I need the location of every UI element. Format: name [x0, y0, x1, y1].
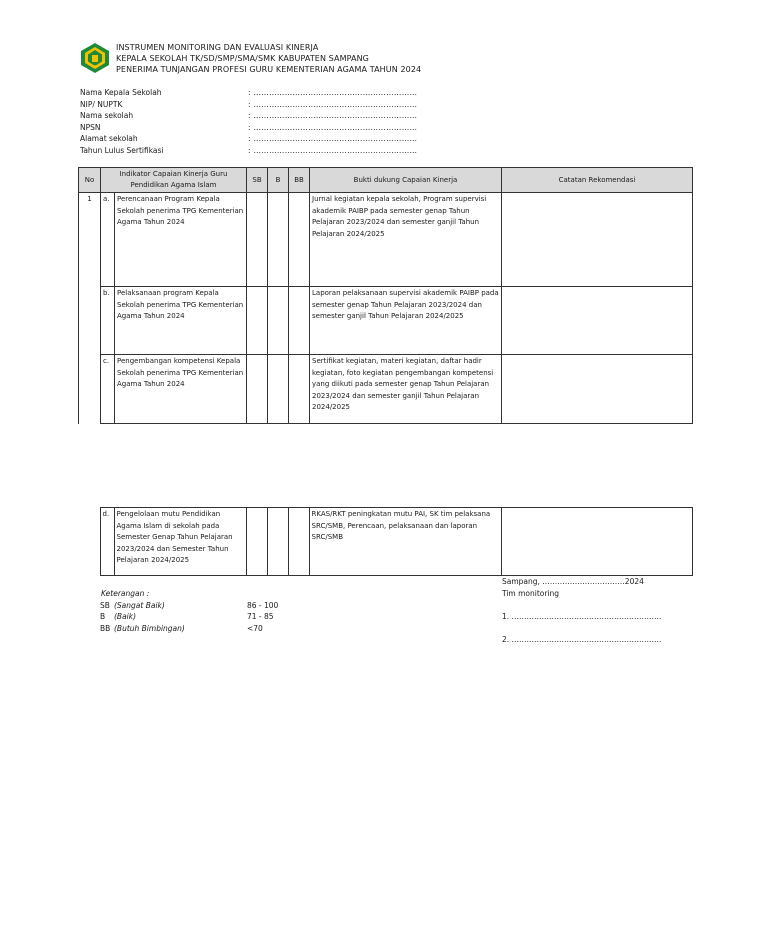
row-letter: c.: [101, 355, 115, 424]
table-row: [78, 508, 692, 576]
info-value-tahun-lulus: : ………………………………………………………: [248, 145, 418, 155]
info-label-sekolah: Nama sekolah: [80, 111, 134, 120]
header-bb: BB: [289, 168, 310, 193]
row-number: 1: [79, 193, 101, 424]
legend: [101, 588, 278, 634]
info-value-nip: : ………………………………………………………: [248, 99, 418, 109]
header-line-3: PENERIMA TUNJANGAN PROFESI GURU KEMENTERIAN AGAMA TAHUN 2024: [116, 65, 422, 74]
header-title: [116, 42, 421, 75]
evaluation-table: [78, 167, 693, 424]
header-no: No: [79, 168, 101, 193]
row-letter: d.: [100, 508, 114, 576]
score-b-cell[interactable]: [267, 508, 288, 576]
score-b-cell[interactable]: [268, 287, 289, 355]
indikator-cell: Pelaksanaan program Kepala Sekolah penerima TPG Kementerian Agama Tahun 2024: [115, 287, 247, 355]
info-label-nip: NIP/ NUPTK: [80, 99, 123, 109]
score-b-cell[interactable]: [268, 355, 289, 424]
bukti-cell: RKAS/RKT peningkatan mutu PAI, SK tim pelaksana SRC/SMB, Perencaan, pelaksanaan dan laporan SRC/SMB: [309, 508, 501, 576]
catatan-cell[interactable]: [502, 193, 693, 287]
header-bukti: Bukti dukung Capaian Kinerja: [310, 168, 502, 193]
score-sb-cell[interactable]: [246, 508, 267, 576]
legend-range: 86 - 100: [247, 600, 279, 610]
bukti-cell: Laporan pelaksanaan supervisi akademik PAIBP pada semester genap Tahun Pelajaran 2023/2024 dan semester ganjil Tahun Pelajaran 2024/2025: [310, 287, 502, 355]
legend-title: Keterangan :: [101, 589, 150, 598]
row-letter: a.: [101, 193, 115, 287]
signature-team: Tim monitoring: [502, 588, 560, 598]
legend-range: <70: [247, 623, 263, 633]
header-sb: SB: [247, 168, 268, 193]
score-bb-cell[interactable]: [288, 508, 309, 576]
school-info: [80, 87, 417, 156]
legend-code: BB: [100, 623, 111, 633]
info-value-npsn: : ………………………………………………………: [248, 122, 418, 132]
catatan-cell[interactable]: [502, 355, 693, 424]
info-label-kepala: Nama Kepala Sekolah: [80, 88, 162, 97]
evaluation-table-continued: [78, 507, 693, 576]
row-number-empty: [78, 508, 100, 576]
indikator-cell: Pengelolaan mutu Pendidikan Agama Islam di sekolah pada Semester Genap Tahun Pelajaran 2023/2024 dan Semester Tahun Pelajaran 2024/2025: [114, 508, 246, 576]
score-bb-cell[interactable]: [289, 287, 310, 355]
score-bb-cell[interactable]: [289, 193, 310, 287]
indikator-cell: Perencanaan Program Kepala Sekolah penerima TPG Kementerian Agama Tahun 2024: [115, 193, 247, 287]
bukti-cell: Jurnal kegiatan kepala sekolah, Program supervisi akademik PAIBP pada semester genap Tahun Pelajaran 2023/2024 dan semester ganjil Tahun Pelajaran 2024/2025: [310, 193, 502, 287]
score-bb-cell[interactable]: [289, 355, 310, 424]
score-sb-cell[interactable]: [247, 287, 268, 355]
info-label-alamat: Alamat sekolah: [80, 134, 138, 143]
kemenag-logo: [79, 42, 111, 74]
header-b: B: [268, 168, 289, 193]
info-value-kepala: : ………………………………………………………: [248, 88, 418, 97]
score-b-cell[interactable]: [268, 193, 289, 287]
info-label-tahun-lulus: Tahun Lulus Sertifikasi: [80, 145, 164, 155]
legend-desc: (Baik): [114, 612, 137, 621]
header-indikator: Indikator Capaian Kinerja Guru Pendidikan Agama Islam: [101, 168, 247, 193]
table-row: [79, 193, 693, 287]
legend-desc: (Butuh Bimbingan): [114, 623, 185, 633]
legend-code: SB: [100, 600, 110, 610]
info-value-sekolah: : ………………………………………………………: [248, 111, 418, 120]
header-line-2: KEPALA SEKOLAH TK/SD/SMP/SMA/SMK KABUPATEN SAMPANG: [116, 54, 369, 63]
table-row: [79, 355, 693, 424]
legend-desc: (Sangat Baik): [114, 600, 165, 610]
catatan-cell[interactable]: [501, 508, 692, 576]
header-catatan: Catatan Rekomendasi: [502, 168, 693, 193]
legend-range: 71 - 85: [247, 612, 274, 621]
score-sb-cell[interactable]: [247, 355, 268, 424]
signature-place-date: Sampang, ……………………………2024: [502, 577, 644, 586]
row-letter: b.: [101, 287, 115, 355]
bukti-cell: Sertifikat kegiatan, materi kegiatan, daftar hadir kegiatan, foto kegiatan pengembangan kompetensi yang diikuti pada semester genap Tahun Pelajaran 2023/2024 dan semester ganjil Tahun Pelajaran 2024/2025: [310, 355, 502, 424]
info-value-alamat: : ………………………………………………………: [248, 134, 418, 143]
table-row: [79, 287, 693, 355]
signature-line-2: 2. ……………………………………………………: [502, 634, 662, 644]
catatan-cell[interactable]: [502, 287, 693, 355]
header-line-1: INSTRUMEN MONITORING DAN EVALUASI KINERJA: [116, 43, 319, 52]
score-sb-cell[interactable]: [247, 193, 268, 287]
indikator-cell: Pengembangan kompetensi Kepala Sekolah penerima TPG Kementerian Agama Tahun 2024: [115, 355, 247, 424]
info-label-npsn: NPSN: [80, 122, 101, 132]
legend-code: B: [100, 612, 106, 621]
signature-line-1: 1. ……………………………………………………: [502, 612, 662, 621]
signature-block: [502, 576, 662, 645]
